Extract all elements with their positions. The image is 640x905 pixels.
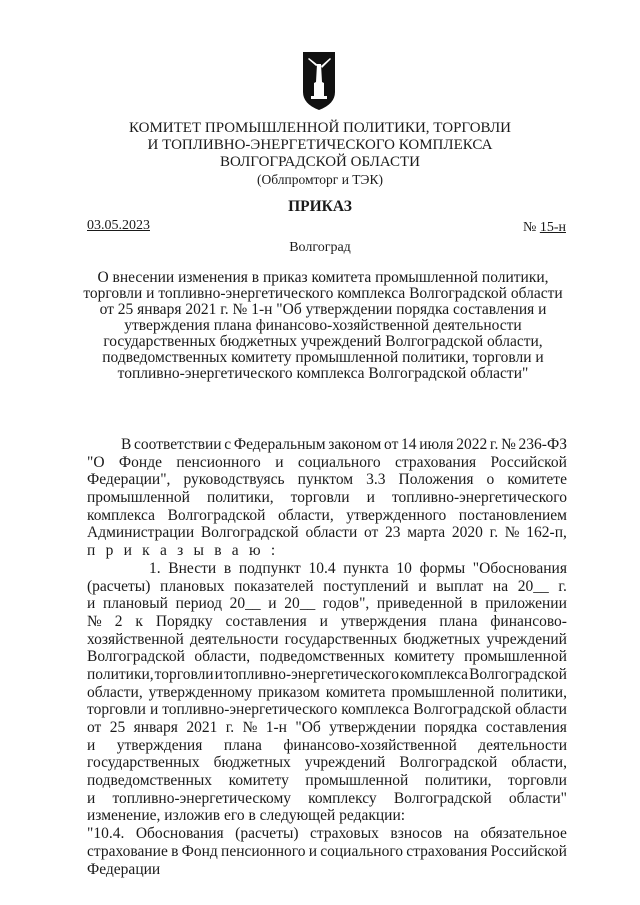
body-line-text: изменение, изложив его в следующей редакции:	[87, 807, 406, 825]
body-word: 2021	[186, 719, 218, 736]
body-word: топливно-энергетического	[162, 701, 338, 719]
body-word: бюджетных	[403, 630, 481, 648]
order-number	[523, 220, 566, 236]
body-word: и	[268, 595, 277, 613]
body-word: Российской	[490, 453, 567, 471]
body-line	[87, 719, 567, 737]
body-word: страхование	[87, 842, 168, 860]
body-word: страхования	[406, 842, 488, 860]
body-word: комплекса	[400, 665, 469, 683]
body-word: Волгоградской	[167, 506, 266, 524]
body-line	[87, 754, 567, 772]
body-word: 25	[109, 719, 126, 736]
body-word: с	[224, 436, 232, 453]
body-word: приложении	[485, 595, 567, 613]
body-word: пенсионного	[221, 842, 306, 860]
body-word: подпункт	[238, 559, 301, 577]
body-line	[87, 560, 567, 578]
body-word: составления	[485, 719, 567, 736]
body-word: "Обоснования	[472, 559, 567, 577]
body-word: приведенной	[376, 595, 463, 613]
body-word: комитете	[507, 471, 567, 489]
body-word: период	[175, 595, 222, 613]
body-word: комитету	[228, 772, 289, 790]
body-word: 2	[114, 612, 123, 630]
organization-name	[0, 120, 640, 188]
body-word: подведомственных	[87, 772, 213, 790]
body-word: области,	[278, 506, 334, 524]
order-body	[87, 436, 567, 878]
body-word: приказом	[258, 683, 320, 701]
body-line	[87, 471, 567, 489]
body-word: 14	[401, 436, 417, 453]
body-word: от	[363, 524, 379, 542]
body-word: №	[504, 524, 520, 542]
body-word: от	[87, 719, 102, 736]
body-word: и	[87, 736, 96, 754]
body-word: торговли	[508, 772, 567, 790]
body-word: г.	[489, 524, 499, 542]
body-line	[87, 772, 567, 790]
body-word: Фонд	[181, 842, 218, 860]
body-word: 236-ФЗ	[518, 436, 567, 453]
body-word: государственных	[87, 754, 200, 772]
body-word: социального	[297, 453, 381, 471]
body-word: Волгоградской	[399, 754, 498, 772]
order-number-value: 15-н	[539, 220, 566, 235]
body-word: деятельности	[478, 736, 567, 754]
body-word: пункта	[343, 559, 389, 577]
body-word: Администрации	[87, 524, 195, 542]
body-word: "10.4.	[87, 825, 125, 843]
body-word: промышленной	[305, 772, 409, 790]
body-word: Положения	[398, 471, 474, 489]
body-word: Российской	[490, 842, 567, 860]
body-word: и	[275, 453, 284, 471]
org-line: КОМИТЕТ ПРОМЫШЛЕННОЙ ПОЛИТИКИ, ТОРГОВЛИ	[129, 120, 511, 136]
body-word: подведомственных	[259, 648, 385, 666]
body-word: пенсионного	[176, 453, 261, 471]
body-line	[87, 507, 567, 525]
body-word: утверждении	[329, 719, 416, 736]
body-word: бюджетных	[213, 754, 291, 772]
body-line	[87, 825, 567, 843]
body-word: промышленной	[87, 489, 190, 507]
body-line	[87, 595, 567, 613]
body-word: соответствии	[134, 436, 222, 453]
paragraph-preamble	[87, 436, 567, 542]
body-word: 3.3	[366, 471, 386, 489]
body-word: "О	[87, 453, 105, 471]
body-line	[87, 648, 567, 666]
body-word: 10	[396, 559, 412, 577]
body-word: комплекса	[341, 701, 410, 719]
subject-line: от 25 января 2021 г. № 1-н "Об утверждении порядка составления и	[99, 301, 547, 318]
body-word: комитета	[325, 683, 386, 701]
body-word: учреждений	[486, 630, 567, 648]
body-word: в	[223, 559, 232, 577]
body-word: на	[453, 825, 469, 843]
body-word: "Об	[295, 719, 321, 736]
body-line-text: Федерации	[87, 860, 161, 878]
body-word: плана	[223, 736, 262, 754]
body-word: плановый	[102, 595, 168, 613]
order-city: Волгоград	[289, 240, 351, 255]
body-word: области,	[87, 683, 143, 701]
body-word: Волгоградской	[393, 789, 492, 807]
body-line	[87, 578, 567, 596]
body-word: составления	[225, 612, 307, 630]
body-word: и	[214, 665, 223, 683]
body-line	[87, 436, 567, 454]
body-word: и	[308, 842, 318, 860]
body-word: Порядку	[155, 612, 213, 630]
body-word: постановлением	[458, 506, 567, 524]
body-word: социального	[320, 842, 404, 860]
body-word: 10.4	[308, 559, 336, 577]
body-line	[87, 701, 567, 719]
body-word: плана	[439, 612, 478, 630]
body-word: утвержденного	[346, 506, 447, 524]
body-word: г.	[225, 719, 235, 736]
body-word: утверждения	[340, 612, 427, 630]
body-word: комплекса	[87, 506, 156, 524]
body-word: законом	[328, 436, 382, 453]
subject-line: топливно-энергетического комплекса Волгоградской области"	[117, 365, 529, 382]
body-word: области,	[511, 754, 567, 772]
body-word: Волгоградской	[469, 665, 567, 683]
body-line	[87, 790, 567, 808]
body-word: Волгоградской	[87, 648, 185, 666]
body-word: политики,	[424, 772, 492, 790]
prikazyvayu-line	[87, 542, 567, 560]
body-word: марта	[407, 524, 446, 542]
body-word: №	[501, 436, 516, 453]
body-word: июля	[419, 436, 454, 453]
body-word: политики,	[500, 683, 567, 701]
body-word: и	[366, 489, 375, 507]
body-word: В	[121, 436, 132, 453]
body-word: 1-н	[265, 719, 287, 736]
body-line	[87, 524, 567, 542]
body-word: и	[319, 612, 328, 630]
body-word: показателей	[234, 577, 314, 595]
body-word: утвержденному	[148, 683, 253, 701]
body-word: плановых	[160, 577, 225, 595]
body-line	[87, 631, 567, 649]
body-word: Волгоградской	[200, 524, 299, 542]
body-word: г.	[489, 436, 499, 453]
body-line	[87, 843, 567, 861]
body-word: утверждения	[116, 736, 203, 754]
body-word: Федеральным	[233, 436, 326, 453]
body-word: к	[135, 612, 143, 630]
subject-line: государственных бюджетных учреждений Волгоградской области,	[103, 333, 543, 350]
body-word: Федерации",	[87, 471, 171, 489]
body-word: государственных	[284, 630, 398, 648]
body-word: Волгоградской	[413, 701, 512, 719]
body-word: г.	[558, 577, 567, 595]
subject-line: подведомственных комитету промышленной политики, торговли и	[102, 349, 544, 366]
body-word: деятельности	[189, 630, 279, 648]
body-line	[87, 613, 567, 631]
body-word: выплат	[436, 577, 484, 595]
body-word: и	[149, 701, 159, 719]
org-line: И ТОПЛИВНО-ЭНЕРГЕТИЧЕСКОГО КОМПЛЕКСА	[147, 137, 493, 153]
org-line: ВОЛГОГРАДСКОЙ ОБЛАСТИ	[220, 154, 420, 170]
body-word: хозяйственной	[87, 630, 184, 648]
body-word: промышленной	[464, 648, 567, 666]
org-short-name: (Облпромторг и ТЭК)	[257, 172, 383, 187]
body-line	[87, 666, 567, 684]
body-word: области,	[194, 648, 251, 666]
body-line	[87, 861, 567, 879]
body-word: 23	[385, 524, 401, 542]
paragraph-quote	[87, 825, 567, 860]
body-word: страховых	[310, 825, 379, 843]
paragraph-item-1	[87, 560, 567, 808]
order-title: ПРИКАЗ	[288, 198, 352, 215]
body-word: пунктом	[297, 471, 354, 489]
body-word: политики,	[87, 665, 154, 683]
body-word: обязательное	[480, 825, 567, 843]
body-word: 1.	[149, 559, 161, 577]
body-word: от	[384, 436, 399, 453]
body-line	[87, 684, 567, 702]
body-word: руководствуясь	[183, 471, 285, 489]
body-word: комплексу	[308, 789, 377, 807]
body-word: января	[133, 719, 178, 736]
body-line	[87, 454, 567, 472]
body-word: торговли	[154, 665, 214, 683]
body-word: на	[492, 577, 509, 595]
body-word: и	[418, 577, 427, 595]
body-word: финансово-	[490, 612, 567, 630]
body-word: 2022	[456, 436, 488, 453]
body-word: (расчеты)	[235, 825, 299, 843]
body-word: комитету	[394, 648, 455, 666]
body-word: 2020	[451, 524, 483, 542]
body-word: и	[87, 789, 96, 807]
body-word: (расчеты)	[87, 577, 151, 595]
body-word: №	[87, 612, 102, 630]
body-word: №	[242, 719, 258, 736]
body-word: 162-п,	[526, 524, 567, 542]
body-word: порядка	[424, 719, 478, 736]
body-word: о	[486, 471, 495, 489]
body-word: 20__	[517, 577, 549, 595]
body-word: и	[87, 595, 96, 613]
body-word: формы	[419, 559, 466, 577]
body-word: финансово-хозяйственной	[283, 736, 457, 754]
body-word: учреждений	[304, 754, 386, 772]
body-word: промышленной	[391, 683, 495, 701]
body-word: в	[171, 842, 179, 860]
order-number-prefix: №	[522, 220, 537, 235]
body-word: топливно-энергетического	[223, 665, 399, 683]
body-word: торговли	[87, 701, 146, 719]
body-word: торговли	[290, 489, 350, 507]
body-word: топливно-энергетического	[391, 489, 567, 507]
body-word: области"	[508, 789, 567, 807]
body-word: Фонде	[118, 453, 162, 471]
body-word: поступлений	[323, 577, 409, 595]
body-word: политики,	[206, 489, 274, 507]
prikazyvayu-text: п р и к а з ы в а ю :	[87, 542, 279, 560]
body-line	[87, 737, 567, 755]
subject-line: утверждения плана финансово-хозяйственной деятельности	[124, 317, 522, 334]
body-word: страхования	[395, 453, 477, 471]
order-date: 03.05.2023	[87, 218, 150, 233]
body-line	[87, 489, 567, 507]
body-word: Внести	[168, 559, 217, 577]
body-word: области	[515, 701, 567, 719]
subject-line: торговли и топливно-энергетического комплекса Волгоградской области	[83, 285, 563, 302]
body-word: годов",	[322, 595, 370, 613]
body-word: Обоснования	[135, 825, 224, 843]
volgograd-coat-of-arms-icon	[302, 52, 336, 110]
body-word: взносов	[390, 825, 443, 843]
body-word: области	[305, 524, 358, 542]
body-line	[87, 807, 567, 825]
subject-line: О внесении изменения в приказ комитета промышленной политики,	[97, 269, 549, 286]
body-word: в	[470, 595, 478, 613]
body-word: 20__	[284, 595, 316, 613]
body-word: топливно-энергетическому	[112, 789, 291, 807]
body-word: 20__	[229, 595, 261, 613]
order-subject	[75, 270, 571, 382]
